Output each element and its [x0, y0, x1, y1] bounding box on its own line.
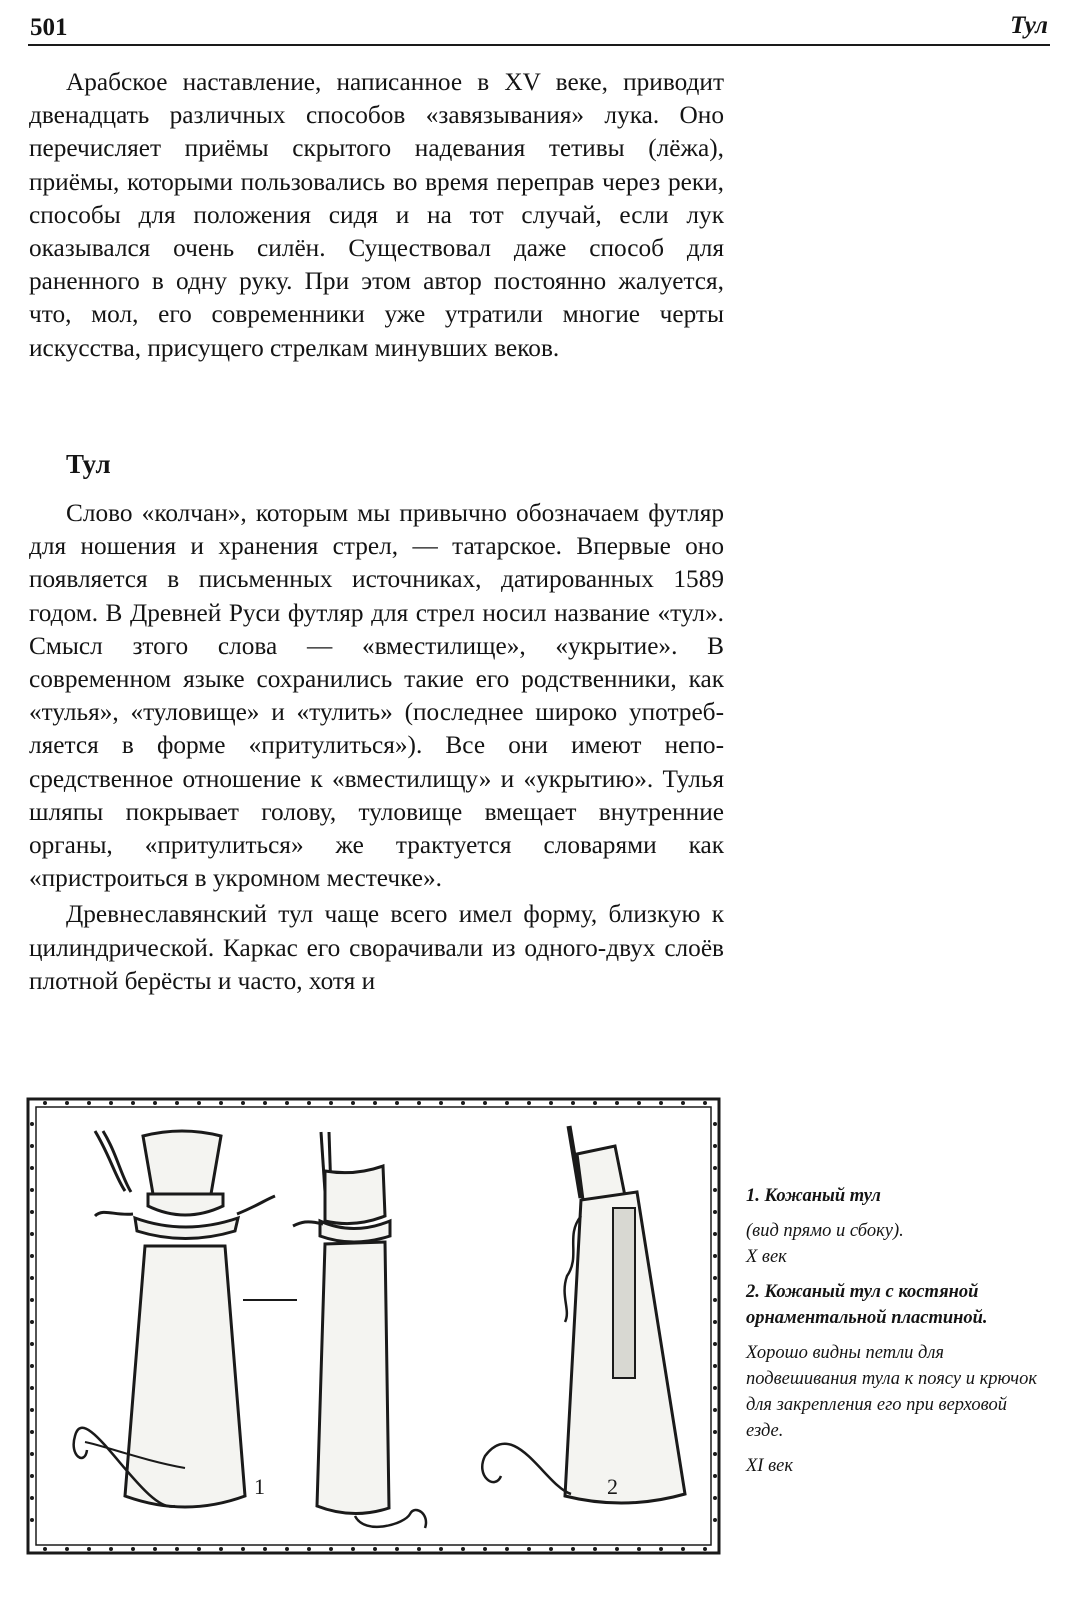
- frame-dot: [505, 1547, 509, 1551]
- frame-dot: [593, 1547, 597, 1551]
- quiver-2: [482, 1126, 685, 1503]
- frame-dot: [713, 1496, 717, 1500]
- intro-text-block: [29, 66, 724, 365]
- figure-label-2: 2: [607, 1474, 618, 1499]
- figure-label-1: 1: [254, 1474, 265, 1499]
- frame-dot: [329, 1101, 333, 1105]
- frame-dot: [30, 1364, 34, 1368]
- section-text-block: [29, 497, 724, 998]
- frame-dot: [30, 1518, 34, 1522]
- frame-dot: [109, 1101, 113, 1105]
- frame-dot: [461, 1547, 465, 1551]
- frame-dot: [175, 1101, 179, 1105]
- frame-dot: [659, 1101, 663, 1105]
- frame-dot: [549, 1101, 553, 1105]
- frame-dot: [713, 1408, 717, 1412]
- frame-dot: [241, 1101, 245, 1105]
- frame-dot: [131, 1547, 135, 1551]
- frame-dot: [30, 1276, 34, 1280]
- frame-dot: [713, 1452, 717, 1456]
- caption-item2-date: XI век: [746, 1456, 793, 1476]
- frame-dot: [713, 1210, 717, 1214]
- frame-dot: [241, 1547, 245, 1551]
- caption-item2-title: 2. Кожаный тул с костяной орнаментальной пластиной.: [746, 1282, 988, 1328]
- frame-dot: [30, 1496, 34, 1500]
- frame-dot: [439, 1101, 443, 1105]
- frame-dot: [197, 1101, 201, 1105]
- frame-dot: [30, 1210, 34, 1214]
- frame-dot: [30, 1474, 34, 1478]
- frame-dot: [263, 1101, 267, 1105]
- frame-dot: [30, 1452, 34, 1456]
- frame-dot: [713, 1166, 717, 1170]
- frame-dot: [30, 1166, 34, 1170]
- frame-dot: [549, 1547, 553, 1551]
- frame-dot: [30, 1254, 34, 1258]
- illustration-drawing: [25, 1096, 722, 1556]
- frame-dot: [87, 1547, 91, 1551]
- frame-dot: [30, 1122, 34, 1126]
- body-paragraph: Слово «колчан», которым мы привычно обозначаем футляр для ношения и хранения стрел, — татарское. Впервые оно появляется в письменных источниках, датированных 1589 годом. В Древней Руси футляр для стрел носил название «тул». Смысл зтого слова — «вместилище», «укрытие». В современном языке сохранились такие его родственники, как «тулья», «туловище» и «тулить» (последнее широко употребляется в форме «притулиться»). Все они имеют непосредственное отношение к «вместилищу» и «укрытию». Тулья шляпы покрывает голову, туловище вмещает внутренние органы, «притулиться» же трактуется словарями как «пристроиться в укромном местечке».: [29, 499, 724, 893]
- frame-dot: [30, 1144, 34, 1148]
- caption-item1-date: X век: [746, 1247, 787, 1267]
- frame-dot: [681, 1547, 685, 1551]
- frame-dot: [109, 1547, 113, 1551]
- frame-dot: [681, 1101, 685, 1105]
- frame-dot: [307, 1101, 311, 1105]
- page-header: [28, 8, 1050, 46]
- frame-dot: [263, 1547, 267, 1551]
- frame-dot: [30, 1188, 34, 1192]
- body-paragraph: Древнеславянский тул чаще всего имел форму, близкую к цилиндрической. Каркас его сворачивали из одного-двух слоёв плотной берёсты и часто, хотя и: [29, 900, 724, 995]
- frame-dot: [351, 1547, 355, 1551]
- frame-dot: [65, 1101, 69, 1105]
- frame-dot: [713, 1386, 717, 1390]
- bone-plate: [613, 1208, 635, 1378]
- frame-dot: [153, 1101, 157, 1105]
- frame-dot: [703, 1547, 707, 1551]
- frame-dot: [713, 1518, 717, 1522]
- frame-dot: [285, 1547, 289, 1551]
- frame-dot: [175, 1547, 179, 1551]
- frame-dot: [351, 1101, 355, 1105]
- frame-dot: [703, 1101, 707, 1105]
- frame-dot: [285, 1101, 289, 1105]
- frame-dot: [461, 1101, 465, 1105]
- frame-dot: [307, 1547, 311, 1551]
- frame-dot: [417, 1101, 421, 1105]
- frame-dot: [395, 1101, 399, 1105]
- quiver-1-side: [293, 1132, 426, 1528]
- frame-dot: [417, 1547, 421, 1551]
- frame-dot: [65, 1547, 69, 1551]
- frame-dot: [219, 1547, 223, 1551]
- frame-dot: [713, 1364, 717, 1368]
- frame-dot: [43, 1101, 47, 1105]
- frame-dot: [30, 1298, 34, 1302]
- frame-dot: [373, 1547, 377, 1551]
- page-number: 501: [30, 14, 68, 41]
- frame-dot: [571, 1547, 575, 1551]
- frame-dot: [713, 1122, 717, 1126]
- body-paragraph: Арабское наставление, написанное в XV веке, приводит двенадцать различных способов «завязывания» лука. Оно перечисляет приёмы скрытого надевания тетивы (лёжа), приёмы, которыми пользовались во время переправ через реки, способы для положения сидя и на тот случай, если лук оказывался очень силён. Существовал даже способ для раненного в одну руку. При этом автор постоянно жалуется, что, мол, его современники уже утратили многие черты искусства, присущего стрелкам минувших веков.: [29, 68, 724, 362]
- caption-item2-description: Хорошо видны петли для подвешивания тула к поясу и крючок для закрепления его при верховой езде.: [746, 1343, 1038, 1441]
- frame-dot: [713, 1430, 717, 1434]
- frame-dot: [713, 1144, 717, 1148]
- frame-dot: [713, 1474, 717, 1478]
- frame-dot: [30, 1408, 34, 1412]
- frame-dot: [197, 1547, 201, 1551]
- running-title: Тул: [1010, 12, 1048, 39]
- frame-dot: [219, 1101, 223, 1105]
- frame-dot: [713, 1320, 717, 1324]
- frame-dot: [713, 1254, 717, 1258]
- frame-dot: [713, 1232, 717, 1236]
- caption-item1-title: 1. Кожаный тул: [746, 1186, 881, 1206]
- frame-dot: [153, 1547, 157, 1551]
- frame-dot: [30, 1430, 34, 1434]
- frame-dot: [713, 1298, 717, 1302]
- frame-dot: [43, 1547, 47, 1551]
- section-heading: Тул: [66, 449, 111, 479]
- frame-dot: [637, 1101, 641, 1105]
- frame-dot: [30, 1342, 34, 1346]
- frame-dot: [615, 1547, 619, 1551]
- frame-dot: [483, 1547, 487, 1551]
- frame-dot: [713, 1342, 717, 1346]
- frame-dot: [713, 1188, 717, 1192]
- frame-dot: [483, 1101, 487, 1105]
- frame-dot: [373, 1101, 377, 1105]
- frame-dot: [637, 1547, 641, 1551]
- frame-dot: [30, 1320, 34, 1324]
- frame-dot: [87, 1101, 91, 1105]
- frame-dot: [30, 1386, 34, 1390]
- frame-dot: [527, 1101, 531, 1105]
- frame-dot: [659, 1547, 663, 1551]
- quiver-1-front: [74, 1131, 275, 1507]
- figure-caption: [746, 1183, 1046, 1488]
- frame-dot: [131, 1101, 135, 1105]
- frame-dot: [713, 1276, 717, 1280]
- frame-dot: [571, 1101, 575, 1105]
- frame-dot: [527, 1547, 531, 1551]
- frame-dot: [30, 1232, 34, 1236]
- frame-dot: [505, 1101, 509, 1105]
- quiver-illustration: [25, 1096, 722, 1556]
- frame-dot: [615, 1101, 619, 1105]
- frame-dot: [395, 1547, 399, 1551]
- frame-dot: [593, 1101, 597, 1105]
- frame-dot: [329, 1547, 333, 1551]
- caption-item1-description: (вид прямо и сбоку).: [746, 1221, 904, 1241]
- frame-dot: [439, 1547, 443, 1551]
